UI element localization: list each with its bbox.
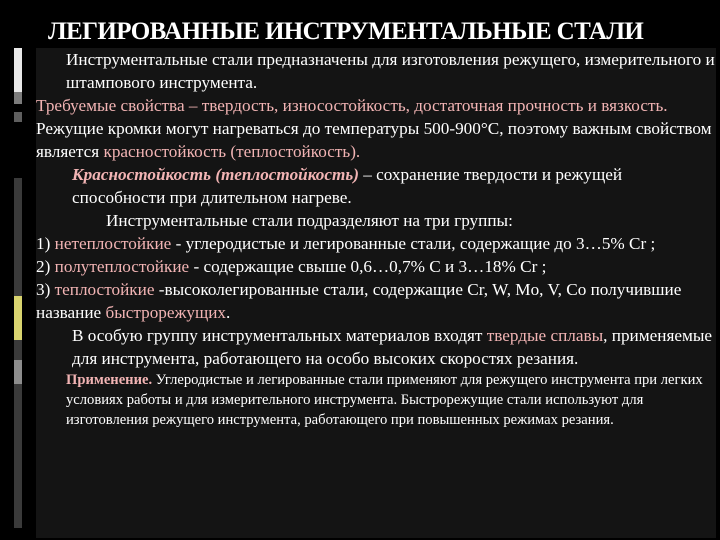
group-1-number: 1) bbox=[36, 234, 55, 253]
term-red-hardness: Красностойкость (теплостойкость) bbox=[72, 165, 359, 184]
paragraph-definition bbox=[36, 163, 716, 209]
decor-bar bbox=[14, 112, 22, 122]
group-1-name: нетеплостойкие bbox=[54, 234, 172, 253]
group-3-number: 3) bbox=[36, 280, 55, 299]
text-application: Углеродистые и легированные стали применяют для режущего инструмента при легких условиях работы и для измерительного инструмента. Быстрорежущие стали используют для изготовления режущего инструмента, работающего при повышенных режимах резания. bbox=[66, 372, 703, 428]
slide-content bbox=[36, 48, 716, 538]
group-3-name: теплостойкие bbox=[54, 280, 155, 299]
paragraph-hard-alloys bbox=[36, 324, 716, 370]
paragraph-groups-heading: Инструментальные стали подразделяют на три группы: bbox=[106, 211, 513, 230]
term-application: Применение. bbox=[66, 372, 153, 388]
slide-title: ЛЕГИРОВАННЫЕ ИНСТРУМЕНТАЛЬНЫЕ СТАЛИ bbox=[48, 18, 644, 45]
group-3 bbox=[36, 278, 716, 324]
highlight-red-hardness: красностойкость (теплостойкость). bbox=[103, 142, 361, 161]
text-hard-alloys-a: В особую группу инструментальных материалов входят bbox=[72, 326, 487, 345]
group-2 bbox=[36, 255, 716, 278]
paragraph-application bbox=[36, 370, 716, 430]
text-hard-alloys-c: , применяемые для инструмента, работающего на особо высоких скоростях резания. bbox=[72, 326, 713, 368]
highlight-hard-alloys: твердые сплавы bbox=[486, 326, 604, 345]
text-edges: Режущие кромки могут нагреваться до температуры 500-900°С, поэтому важным свойством является bbox=[36, 119, 712, 161]
group-1-text: - углеродистые и легированные стали, содержащие до 3…5% Cr ; bbox=[171, 234, 656, 253]
decor-bar bbox=[14, 48, 22, 92]
paragraph-properties bbox=[36, 94, 716, 163]
group-2-text: - содержащие свыше 0,6…0,7% С и 3…18% Cr ; bbox=[189, 257, 547, 276]
group-1 bbox=[36, 232, 716, 255]
decorative-strip bbox=[0, 0, 40, 540]
decor-bar bbox=[14, 360, 22, 384]
group-2-number: 2) bbox=[36, 257, 55, 276]
highlight-high-speed: быстрорежущих bbox=[105, 303, 227, 322]
paragraph-intro: Инструментальные стали предназначены для изготовления режущего, измерительного и штампового инструмента. bbox=[66, 50, 715, 92]
highlight-properties: Требуемые свойства – твердость, износостойкость, достаточная прочность и вязкость. bbox=[36, 96, 668, 115]
decor-bar bbox=[14, 92, 22, 104]
group-3-end: . bbox=[226, 303, 231, 322]
group-2-name: полутеплостойкие bbox=[54, 257, 190, 276]
decor-bar bbox=[14, 178, 22, 528]
decor-bar bbox=[14, 296, 22, 340]
group-3-text: -высоколегированные стали, содержащие Cr, W, Mo, V, Co получившие название bbox=[36, 280, 682, 322]
text-definition: – сохранение твердости и режущей способности при длительном нагреве. bbox=[72, 165, 623, 207]
